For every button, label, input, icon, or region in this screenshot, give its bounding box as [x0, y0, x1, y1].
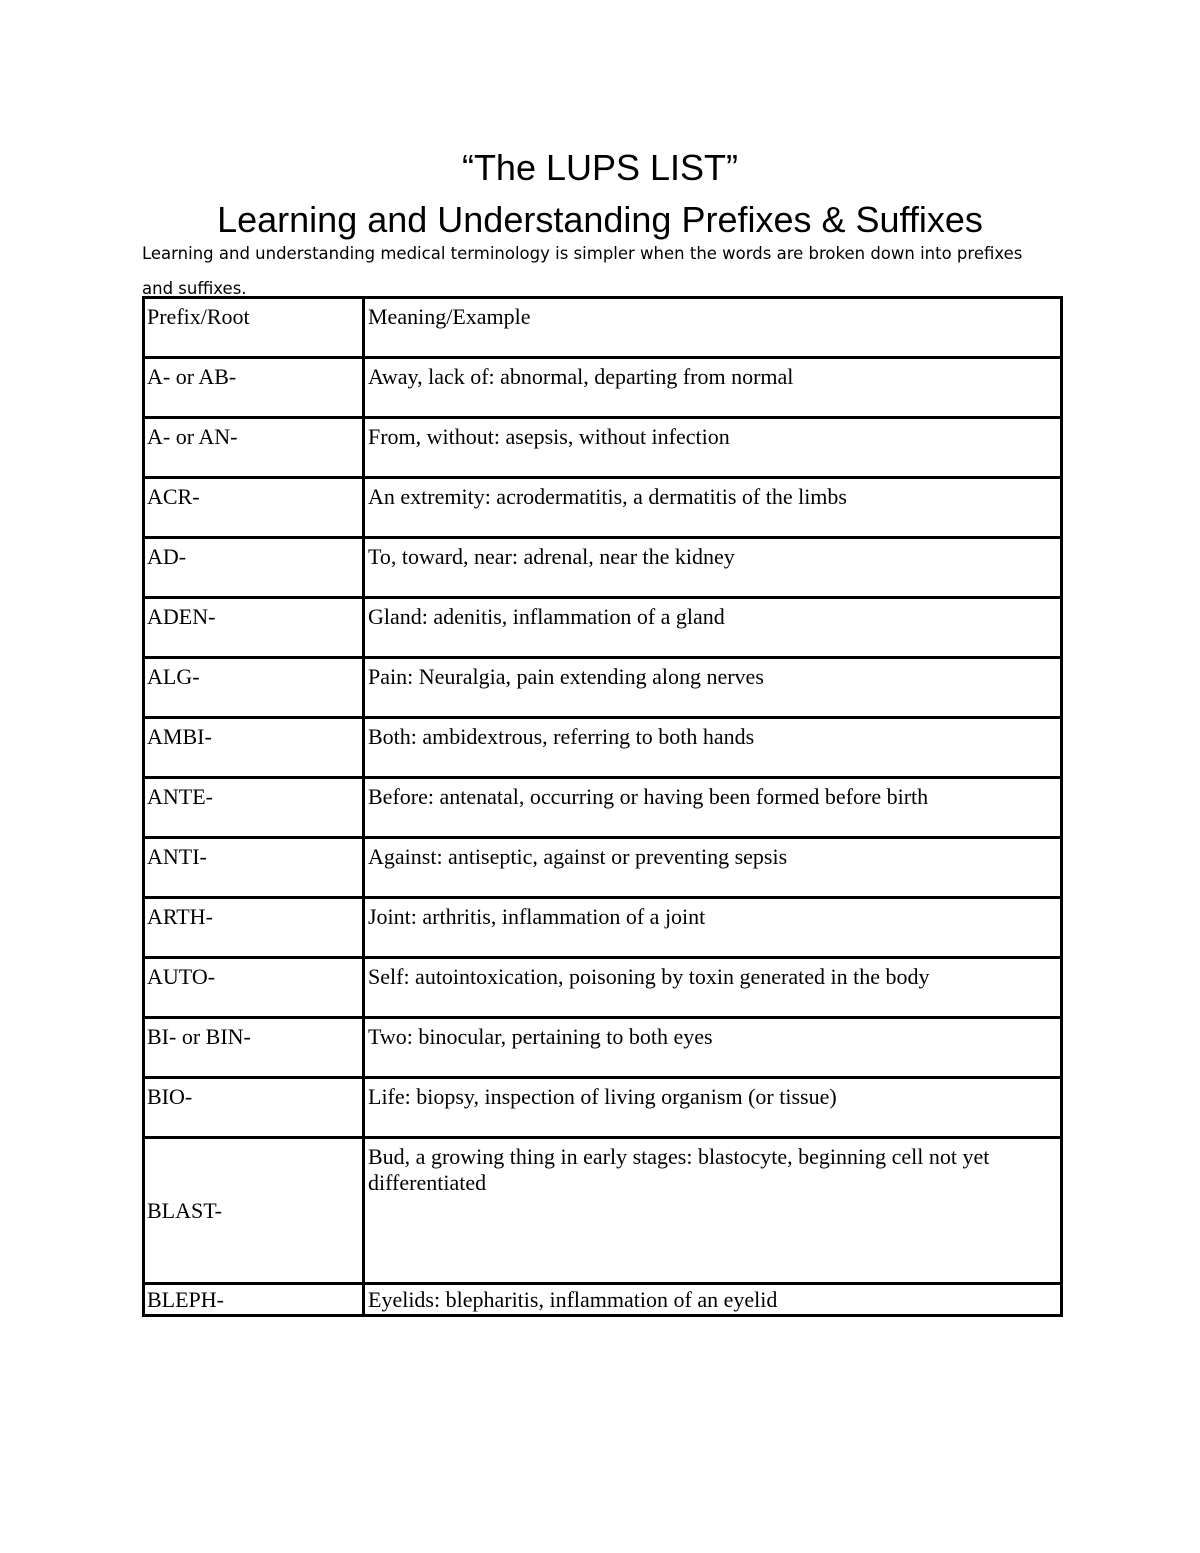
meaning-cell: Joint: arthritis, inflammation of a joint: [364, 898, 1062, 958]
meaning-cell: Self: autointoxication, poisoning by toxin generated in the body: [364, 958, 1062, 1018]
table-row: [144, 838, 1062, 898]
table-row: [144, 418, 1062, 478]
table-row: [144, 538, 1062, 598]
meaning-cell: Gland: adenitis, inflammation of a gland: [364, 598, 1062, 658]
prefix-cell: AMBI-: [144, 718, 364, 778]
meaning-cell: An extremity: acrodermatitis, a dermatitis of the limbs: [364, 478, 1062, 538]
table-row: [144, 898, 1062, 958]
prefix-cell: BLAST-: [144, 1138, 364, 1284]
table-row: [144, 658, 1062, 718]
table-header-row: [144, 298, 1062, 358]
document-title: “The LUPS LIST”: [461, 147, 739, 188]
table-row: [144, 1078, 1062, 1138]
prefix-cell: BLEPH-: [144, 1284, 364, 1316]
table-row: [144, 778, 1062, 838]
prefix-cell: BI- or BIN-: [144, 1018, 364, 1078]
meaning-cell: From, without: asepsis, without infection: [364, 418, 1062, 478]
prefix-cell: ANTE-: [144, 778, 364, 838]
table-row: [144, 718, 1062, 778]
meaning-cell: Life: biopsy, inspection of living organism (or tissue): [364, 1078, 1062, 1138]
meaning-cell: Eyelids: blepharitis, inflammation of an eyelid: [364, 1284, 1062, 1316]
prefix-cell: ACR-: [144, 478, 364, 538]
table-row: [144, 1138, 1062, 1284]
meaning-cell: Against: antiseptic, against or preventing sepsis: [364, 838, 1062, 898]
prefix-cell: ARTH-: [144, 898, 364, 958]
meaning-cell: Before: antenatal, occurring or having been formed before birth: [364, 778, 1062, 838]
header-prefix-root: Prefix/Root: [144, 298, 364, 358]
table-row: [144, 598, 1062, 658]
prefix-cell: ANTI-: [144, 838, 364, 898]
table-row: [144, 1018, 1062, 1078]
table-row: [144, 358, 1062, 418]
table-row: [144, 478, 1062, 538]
prefix-cell: ALG-: [144, 658, 364, 718]
meaning-cell: Bud, a growing thing in early stages: blastocyte, beginning cell not yet differentiated: [364, 1138, 1062, 1284]
document-subtitle: Learning and Understanding Prefixes & Suffixes: [217, 199, 983, 240]
table-row: [144, 958, 1062, 1018]
meaning-cell: Away, lack of: abnormal, departing from normal: [364, 358, 1062, 418]
meaning-cell: Two: binocular, pertaining to both eyes: [364, 1018, 1062, 1078]
table-row: [144, 1284, 1062, 1316]
document-title-block: [0, 142, 1200, 246]
prefix-cell: BIO-: [144, 1078, 364, 1138]
meaning-cell: To, toward, near: adrenal, near the kidney: [364, 538, 1062, 598]
prefix-table: [142, 296, 1063, 1317]
prefix-cell: A- or AB-: [144, 358, 364, 418]
header-meaning-example: Meaning/Example: [364, 298, 1062, 358]
intro-paragraph: Learning and understanding medical terminology is simpler when the words are broken down into prefixes and suffixes.: [142, 244, 1023, 298]
prefix-cell: AD-: [144, 538, 364, 598]
prefix-cell: ADEN-: [144, 598, 364, 658]
meaning-cell: Both: ambidextrous, referring to both hands: [364, 718, 1062, 778]
prefix-cell: A- or AN-: [144, 418, 364, 478]
meaning-cell: Pain: Neuralgia, pain extending along nerves: [364, 658, 1062, 718]
prefix-cell: AUTO-: [144, 958, 364, 1018]
